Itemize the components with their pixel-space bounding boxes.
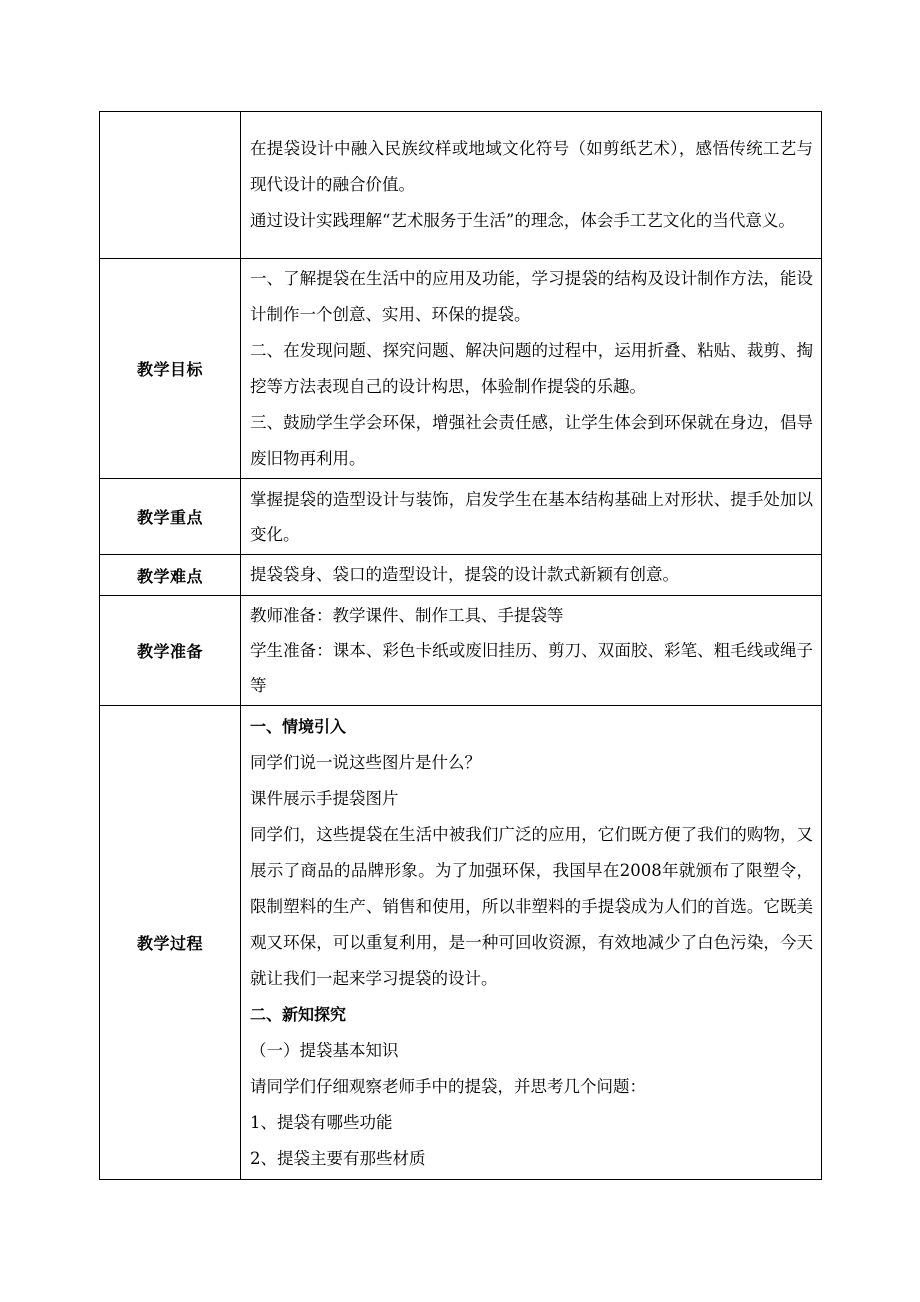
paragraph: 教师准备：教学课件、制作工具、手提袋等 xyxy=(250,606,564,625)
row-content xyxy=(241,596,822,706)
row-preparation xyxy=(100,596,822,706)
paragraph: 通过设计实践理解“艺术服务于生活”的理念，体会手工艺文化的当代意义。 xyxy=(250,211,795,230)
paragraph: 掌握提袋的造型设计与装饰，启发学生在基本结构基础上对形状、提手处加以变化。 xyxy=(250,489,813,544)
row-content xyxy=(241,479,822,555)
paragraph: 同学们说一说这些图片是什么？ xyxy=(250,752,481,772)
paragraph: 请同学们仔细观察老师手中的提袋，并思考几个问题： xyxy=(250,1076,646,1096)
paragraph: 1、提袋有哪些功能 xyxy=(250,1112,393,1132)
row-label-empty xyxy=(100,112,241,259)
paragraph: 二、在发现问题、探究问题、解决问题的过程中，运用折叠、粘贴、裁剪、掏挖等方法表现自己的设计构思，体验制作提袋的乐趣。 xyxy=(250,340,813,396)
paragraph: 提袋袋身、袋口的造型设计，提袋的设计款式新颖有创意。 xyxy=(250,565,679,584)
row-label-teaching-process: 教学过程 xyxy=(100,706,241,1180)
lesson-plan-table xyxy=(99,111,822,1180)
row-label-teaching-goals: 教学目标 xyxy=(100,259,241,479)
paragraph: 在提袋设计中融入民族纹样或地域文化符号（如剪纸艺术），感悟传统工艺与现代设计的融合价值。 xyxy=(250,139,813,194)
paragraph: 同学们，这些提袋在生活中被我们广泛的应用，它们既方便了我们的购物，又展示了商品的品牌形象。为了加强环保，我国早在2008年就颁布了限塑令，限制塑料的生产、销售和使用，所以非塑料的手提袋成为人们的首选。它既美观又环保，可以重复利用，是一种可回收资源，有效地减少了白色污染，今天就让我们一起来学习提袋的设计。 xyxy=(250,824,813,988)
row-label-preparation: 教学准备 xyxy=(100,596,241,706)
row-teaching-goals xyxy=(100,259,822,479)
paragraph: 三、鼓励学生学会环保，增强社会责任感，让学生体会到环保就在身边，倡导废旧物再利用。 xyxy=(250,412,813,468)
row-content xyxy=(241,259,822,479)
paragraph: 2、提袋主要有那些材质 xyxy=(250,1148,426,1168)
paragraph: 课件展示手提袋图片 xyxy=(250,788,399,808)
row-content xyxy=(241,112,822,259)
row-content xyxy=(241,555,822,596)
paragraph: （一）提袋基本知识 xyxy=(250,1040,399,1060)
row-label-key-points: 教学重点 xyxy=(100,479,241,555)
paragraph: 一、了解提袋在生活中的应用及功能，学习提袋的结构及设计制作方法，能设计制作一个创意、实用、环保的提袋。 xyxy=(250,268,813,324)
row-content xyxy=(241,706,822,1180)
paragraph: 学生准备：课本、彩色卡纸或废旧挂历、剪刀、双面胶、彩笔、粗毛线或绳子等 xyxy=(250,641,813,695)
section-heading: 一、情境引入 xyxy=(250,716,347,736)
row-teaching-process xyxy=(100,706,822,1180)
row-culture-objective xyxy=(100,112,822,259)
row-label-difficulties: 教学难点 xyxy=(100,555,241,596)
row-key-points xyxy=(100,479,822,555)
row-difficulties xyxy=(100,555,822,596)
section-heading: 二、新知探究 xyxy=(250,1004,347,1024)
